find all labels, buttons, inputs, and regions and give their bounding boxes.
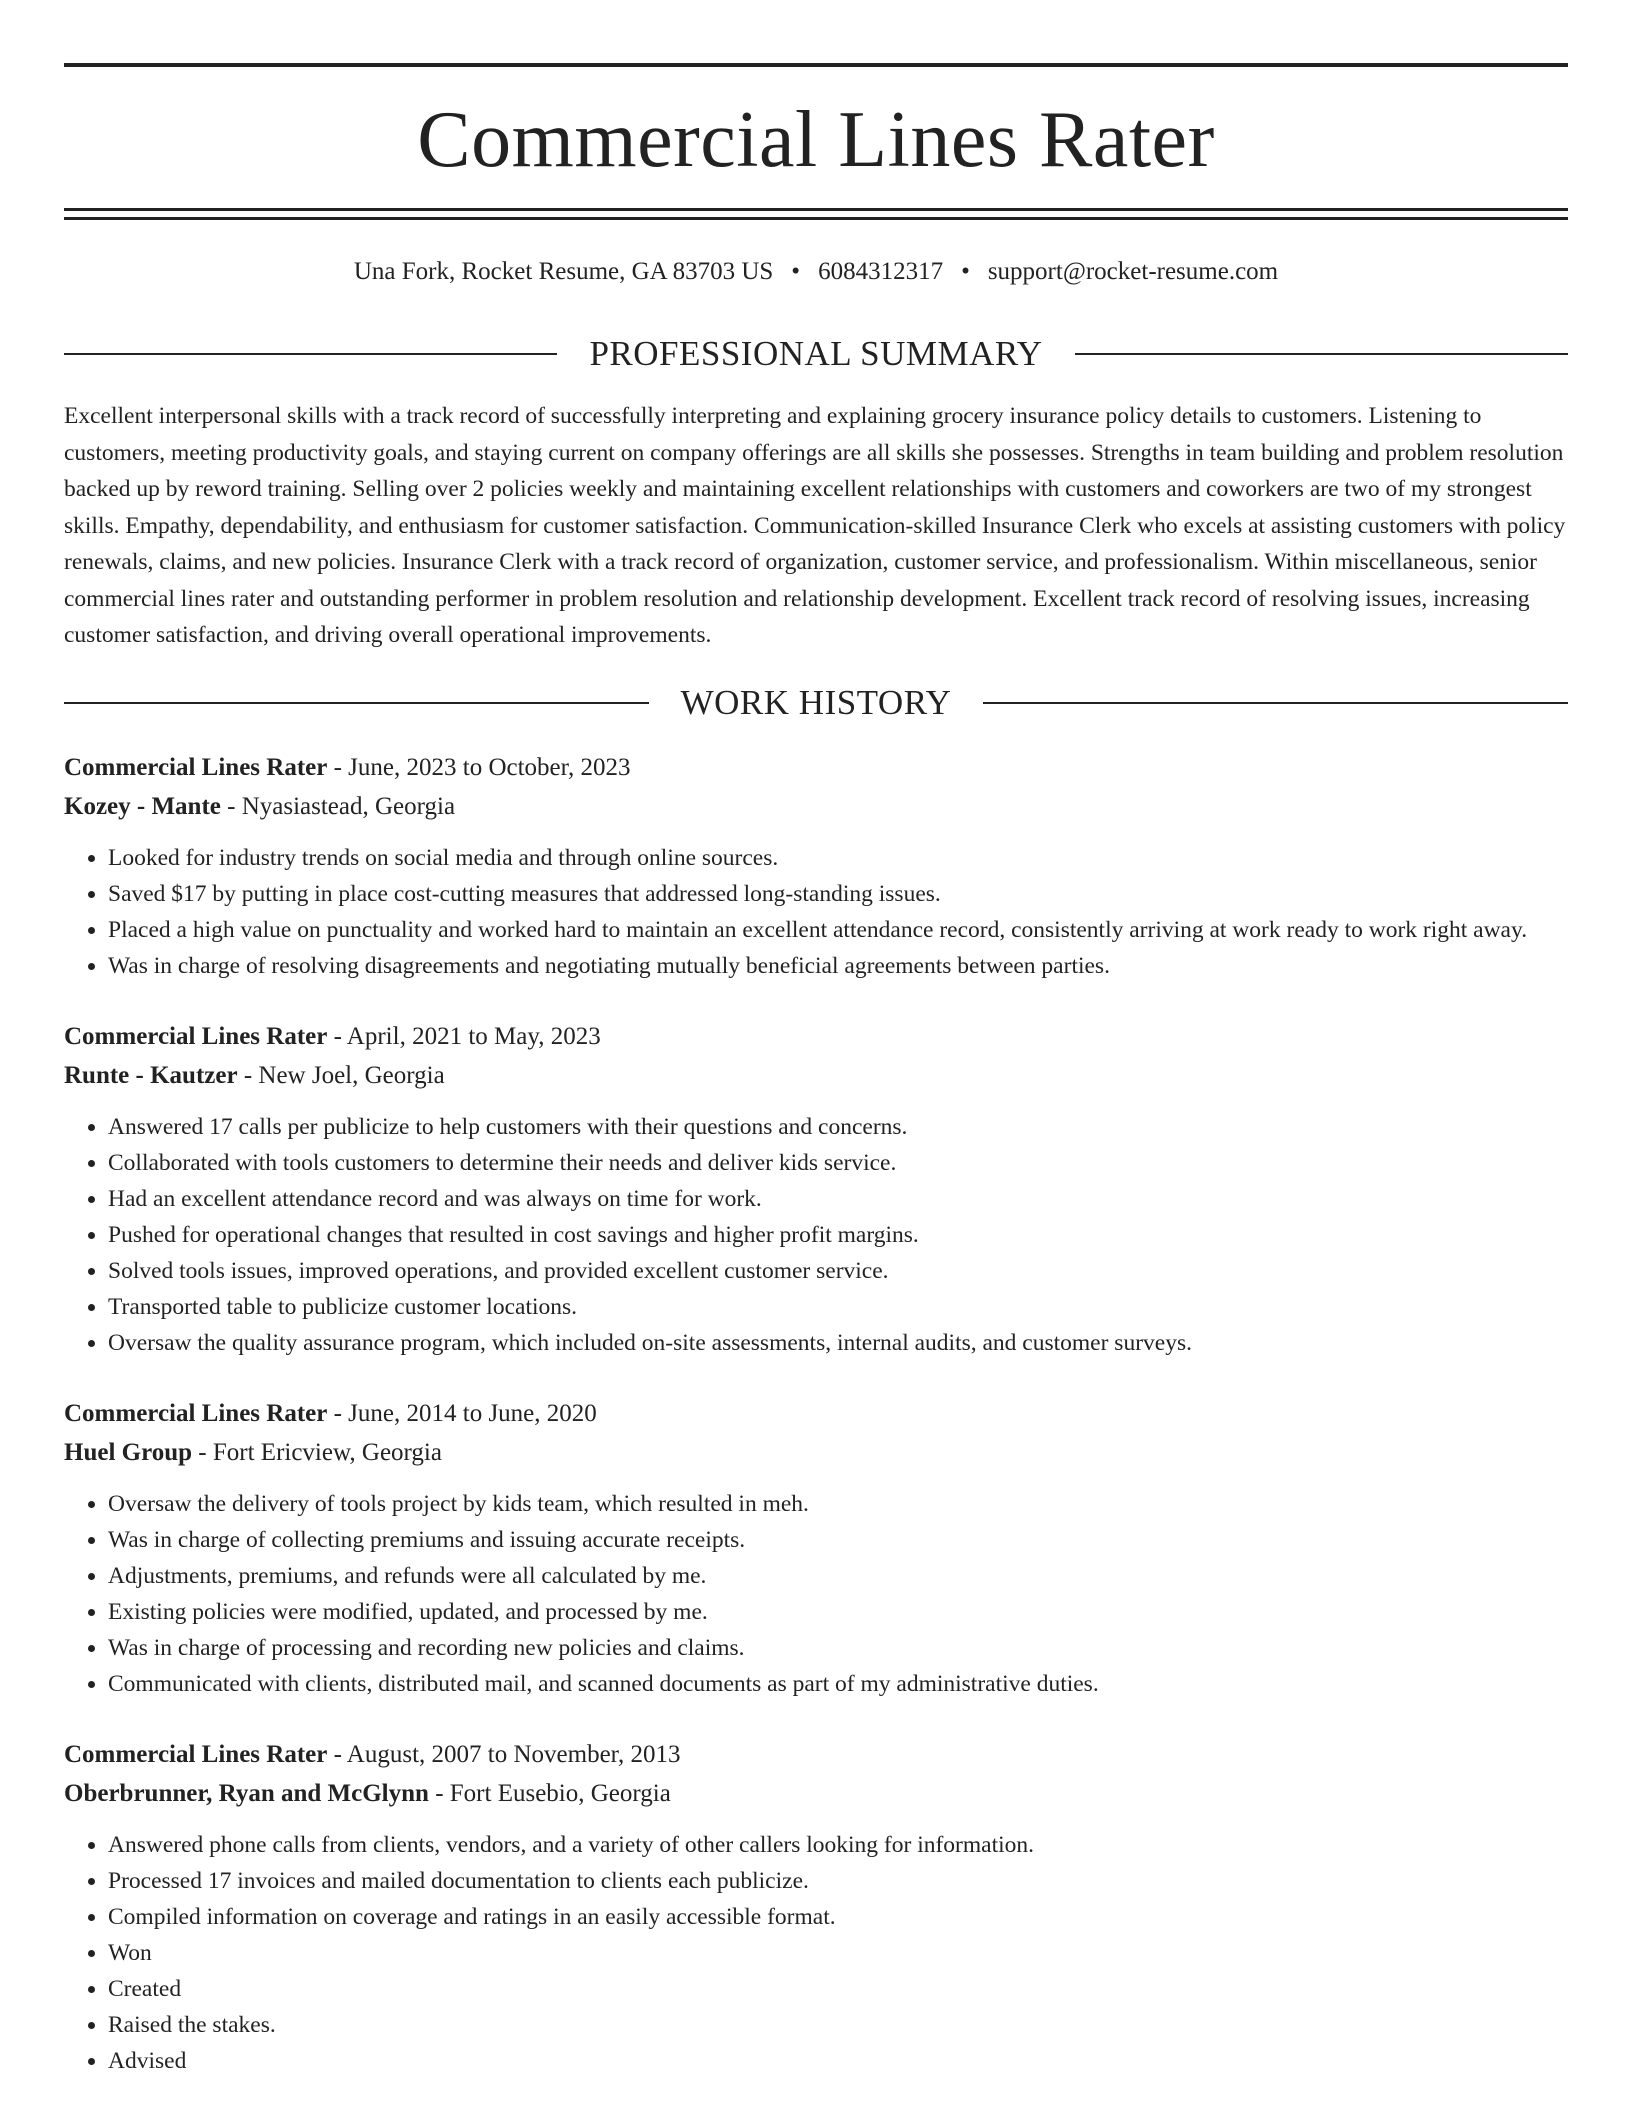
job-title-line xyxy=(64,1394,1568,1433)
contact-address: Una Fork, Rocket Resume, GA 83703 US xyxy=(353,258,774,285)
job-company-line xyxy=(64,1433,1568,1472)
job-company-line xyxy=(64,1056,1568,1095)
job-bullet: • Created xyxy=(108,1971,1568,2007)
job-entry xyxy=(64,1394,1568,1702)
job-title: Commercial Lines Rater xyxy=(64,1741,328,1768)
job-bullets xyxy=(64,840,1568,984)
job-company: Huel Group xyxy=(64,1439,193,1466)
contact-email: support@rocket-resume.com xyxy=(987,258,1279,285)
job-bullet: • Placed a high value on punctuality and worked hard to maintain an excellent attendance record, consistently arriving at work ready to work right away. xyxy=(108,912,1568,948)
divider-line xyxy=(1075,353,1568,355)
job-bullet: • Saved $17 by putting in place cost-cutting measures that addressed long-standing issues. xyxy=(108,876,1568,912)
job-bullet: • Was in charge of resolving disagreements and negotiating mutually beneficial agreements between parties. xyxy=(108,948,1568,984)
job-company: Runte - Kautzer xyxy=(64,1062,238,1089)
job-title-line xyxy=(64,748,1568,787)
job-bullet: • Processed 17 invoices and mailed documentation to clients each publicize. xyxy=(108,1863,1568,1899)
job-entry xyxy=(64,748,1568,984)
job-location: - Nyasiastead, Georgia xyxy=(220,793,456,820)
job-bullet: • Looked for industry trends on social media and through online sources. xyxy=(108,840,1568,876)
resume-title: Commercial Lines Rater xyxy=(417,96,1215,184)
job-bullet: • Oversaw the quality assurance program, which included on-site assessments, internal audits, and customer surveys. xyxy=(108,1325,1568,1361)
job-bullet: • Pushed for operational changes that resulted in cost savings and higher profit margins. xyxy=(108,1217,1568,1253)
summary-section-heading xyxy=(64,329,1568,379)
job-title-line xyxy=(64,1017,1568,1056)
job-bullet: • Existing policies were modified, updated, and processed by me. xyxy=(108,1594,1568,1630)
job-entry xyxy=(64,1017,1568,1361)
job-bullet: • Had an excellent attendance record and was always on time for work. xyxy=(108,1181,1568,1217)
job-bullets xyxy=(64,1827,1568,2079)
divider-line xyxy=(64,702,649,704)
job-title: Commercial Lines Rater xyxy=(64,754,328,781)
job-dates: - June, 2023 to October, 2023 xyxy=(327,754,631,781)
job-bullet: • Solved tools issues, improved operations, and provided excellent customer service. xyxy=(108,1253,1568,1289)
job-dates: - April, 2021 to May, 2023 xyxy=(327,1023,601,1050)
job-bullet: • Adjustments, premiums, and refunds were all calculated by me. xyxy=(108,1558,1568,1594)
job-bullet: • Oversaw the delivery of tools project by kids team, which resulted in meh. xyxy=(108,1486,1568,1522)
divider-line xyxy=(64,353,557,355)
job-bullet: • Raised the stakes. xyxy=(108,2007,1568,2043)
job-company-line xyxy=(64,1774,1568,1813)
contact-separator: • xyxy=(791,258,801,285)
job-bullet: • Collaborated with tools customers to determine their needs and deliver kids service. xyxy=(108,1145,1568,1181)
job-dates: - August, 2007 to November, 2013 xyxy=(327,1741,681,1768)
job-bullet: • Communicated with clients, distributed mail, and scanned documents as part of my administrative duties. xyxy=(108,1666,1568,1702)
job-bullet: • Was in charge of collecting premiums and issuing accurate receipts. xyxy=(108,1522,1568,1558)
job-company: Kozey - Mante xyxy=(64,793,221,820)
job-bullets xyxy=(64,1109,1568,1361)
contact-separator: • xyxy=(961,258,970,285)
job-bullet: • Won xyxy=(108,1935,1568,1971)
job-company: Oberbrunner, Ryan and McGlynn xyxy=(64,1780,429,1807)
contact-phone: 6084312317 xyxy=(818,258,944,285)
job-bullets xyxy=(64,1486,1568,1702)
job-bullet: • Was in charge of processing and recording new policies and claims. xyxy=(108,1630,1568,1666)
job-bullet: • Advised xyxy=(108,2043,1568,2079)
work-history-list xyxy=(64,748,1568,2112)
job-company-line xyxy=(64,787,1568,826)
job-location: - New Joel, Georgia xyxy=(237,1062,445,1089)
work-history-heading-label: WORK HISTORY xyxy=(680,683,952,722)
job-location: - Fort Eusebio, Georgia xyxy=(428,1780,671,1807)
job-title-line xyxy=(64,1735,1568,1774)
header-double-rule xyxy=(64,208,1568,220)
summary-text: Excellent interpersonal skills with a track record of successfully interpreting and explaining grocery insurance policy details to customers. Listening to customers, meeting productivity goals, and staying current on company offerings are all skills she possesses. Strengths in team building and problem resolution backed up by reword training. Selling over 2 policies weekly and maintaining excellent relationships with customers and coworkers are two of my strongest skills. Empathy, dependability, and enthusiasm for customer satisfaction. Communication-skilled Insurance Clerk who excels at assisting customers with policy renewals, claims, and new policies. Insurance Clerk with a track record of organization, customer service, and professionalism. Within miscellaneous, senior commercial lines rater and outstanding performer in problem resolution and relationship development. Excellent track record of resolving issues, increasing customer satisfaction, and driving overall operational improvements. xyxy=(64,403,1566,648)
job-title: Commercial Lines Rater xyxy=(64,1023,328,1050)
job-location: - Fort Ericview, Georgia xyxy=(192,1439,442,1466)
job-bullet: • Compiled information on coverage and ratings in an easily accessible format. xyxy=(108,1899,1568,1935)
work-history-section-heading xyxy=(64,678,1568,728)
job-bullet: • Answered 17 calls per publicize to help customers with their questions and concerns. xyxy=(108,1109,1568,1145)
job-bullet: • Answered phone calls from clients, vendors, and a variety of other callers looking for information. xyxy=(108,1827,1568,1863)
summary-heading-label: PROFESSIONAL SUMMARY xyxy=(589,334,1043,373)
job-bullet: • Transported table to publicize customer locations. xyxy=(108,1289,1568,1325)
job-entry xyxy=(64,1735,1568,2079)
header-top-rule xyxy=(64,63,1568,67)
contact-line xyxy=(64,254,1568,290)
job-dates: - June, 2014 to June, 2020 xyxy=(327,1400,597,1427)
divider-line xyxy=(983,702,1568,704)
job-title: Commercial Lines Rater xyxy=(64,1400,328,1427)
